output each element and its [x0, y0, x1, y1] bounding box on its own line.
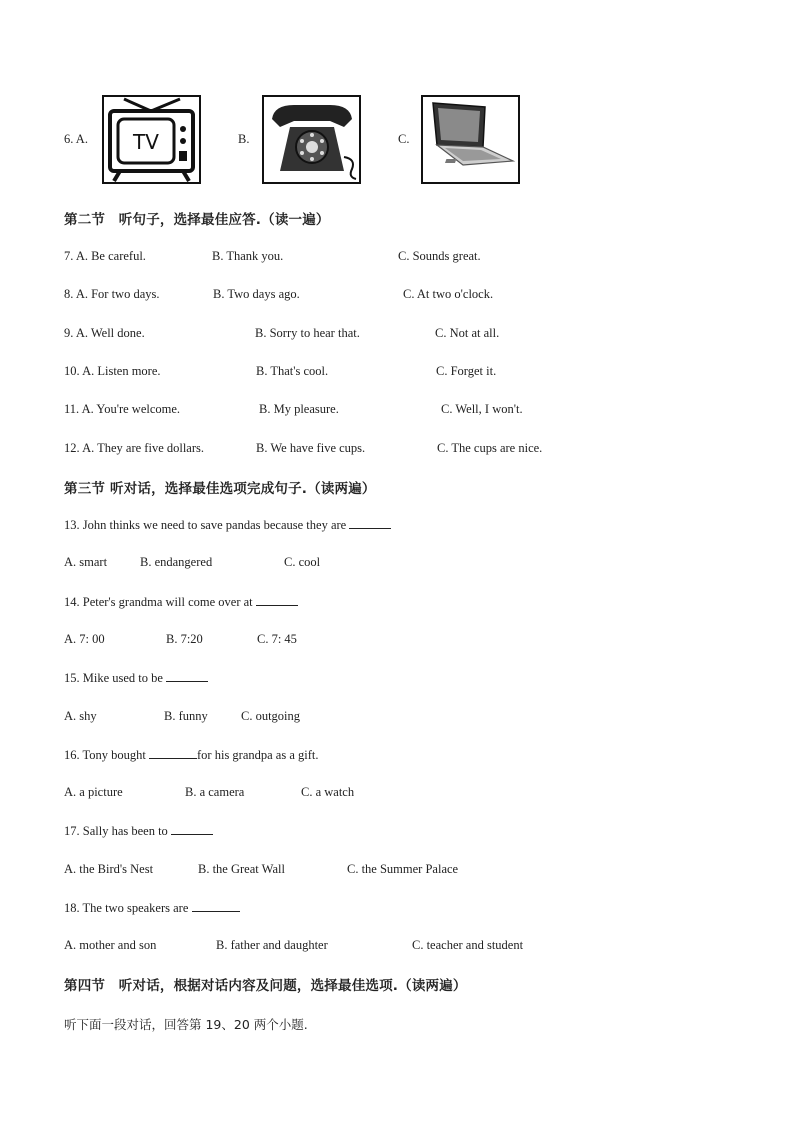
question-13-stem: 13. John thinks we need to save pandas because they are: [64, 516, 391, 533]
q11-option-b[interactable]: B. My pleasure.: [259, 402, 339, 416]
q8-option-c[interactable]: C. At two o'clock.: [403, 287, 494, 301]
q9-option-a[interactable]: 9. A. Well done.: [64, 326, 145, 340]
question-15-stem: 15. Mike used to be: [64, 669, 208, 686]
q7-option-b[interactable]: B. Thank you.: [212, 249, 284, 263]
q13-option-a[interactable]: A. smart: [64, 555, 108, 569]
q9-option-b[interactable]: B. Sorry to hear that.: [255, 326, 360, 340]
question-16-stem: 16. Tony bought for his grandpa as a gift.: [64, 748, 319, 762]
q13-option-b[interactable]: B. endangered: [140, 555, 213, 569]
answer-blank: [256, 593, 298, 606]
q7-option-a[interactable]: 7. A. Be careful.: [64, 249, 146, 263]
section-3-heading: 第三节 听对话，选择最佳选项完成句子.（读两遍）: [64, 481, 376, 497]
section-4-intro: 听下面一段对话，回答第 19、20 两个小题.: [64, 1017, 308, 1032]
q10-option-b[interactable]: B. That's cool.: [256, 364, 329, 378]
q12-option-b[interactable]: B. We have five cups.: [256, 441, 366, 455]
answer-blank: [166, 669, 208, 682]
q17-option-b[interactable]: B. the Great Wall: [198, 862, 285, 876]
q11-option-a[interactable]: 11. A. You're welcome.: [64, 402, 181, 416]
q6-number-a: 6. A.: [64, 132, 88, 146]
q18-option-c[interactable]: C. teacher and student: [412, 938, 524, 952]
q13-option-c[interactable]: C. cool: [284, 555, 321, 569]
q17-option-c[interactable]: C. the Summer Palace: [347, 862, 459, 876]
q14-option-c[interactable]: C. 7: 45: [257, 632, 297, 646]
q14-option-b[interactable]: B. 7:20: [166, 632, 203, 646]
section-2-heading: 第二节 听句子，选择最佳应答.（读一遍）: [64, 212, 330, 228]
q16-option-a[interactable]: A. a picture: [64, 785, 123, 799]
q6-label-c: C.: [398, 132, 410, 146]
q8-option-b[interactable]: B. Two days ago.: [213, 287, 300, 301]
q12-option-c[interactable]: C. The cups are nice.: [437, 441, 543, 455]
laptop-icon: [423, 97, 518, 182]
q9-option-c[interactable]: C. Not at all.: [435, 326, 500, 340]
q11-option-c[interactable]: C. Well, I won't.: [441, 402, 523, 416]
q7-option-c[interactable]: C. Sounds great.: [398, 249, 481, 263]
q16-option-c[interactable]: C. a watch: [301, 785, 355, 799]
telephone-icon: [264, 97, 359, 182]
q10-option-a[interactable]: 10. A. Listen more.: [64, 364, 161, 378]
option-c-picture[interactable]: [421, 95, 520, 184]
question-17-stem: 17. Sally has been to: [64, 822, 213, 839]
q15-option-c[interactable]: C. outgoing: [241, 709, 301, 723]
tv-icon: [104, 97, 199, 182]
q12-option-a[interactable]: 12. A. They are five dollars.: [64, 441, 205, 455]
q16-option-b[interactable]: B. a camera: [185, 785, 245, 799]
answer-blank: [192, 899, 240, 912]
q8-option-a[interactable]: 8. A. For two days.: [64, 287, 160, 301]
question-14-stem: 14. Peter's grandma will come over at: [64, 593, 298, 610]
q15-option-b[interactable]: B. funny: [164, 709, 208, 723]
q14-option-a[interactable]: A. 7: 00: [64, 632, 105, 646]
answer-blank: [171, 822, 213, 835]
option-a-picture[interactable]: [102, 95, 201, 184]
q10-option-c[interactable]: C. Forget it.: [436, 364, 497, 378]
option-b-picture[interactable]: [262, 95, 361, 184]
section-4-heading: 第四节 听对话，根据对话内容及问题，选择最佳选项.（读两遍）: [64, 978, 467, 994]
answer-blank: [149, 746, 197, 759]
q17-option-a[interactable]: A. the Bird's Nest: [64, 862, 154, 876]
answer-blank: [349, 516, 391, 529]
tv-text: TV: [133, 130, 159, 154]
q15-option-a[interactable]: A. shy: [64, 709, 97, 723]
q18-option-a[interactable]: A. mother and son: [64, 938, 157, 952]
q6-label-b: B.: [238, 132, 250, 146]
question-18-stem: 18. The two speakers are: [64, 899, 240, 916]
q18-option-b[interactable]: B. father and daughter: [216, 938, 328, 952]
